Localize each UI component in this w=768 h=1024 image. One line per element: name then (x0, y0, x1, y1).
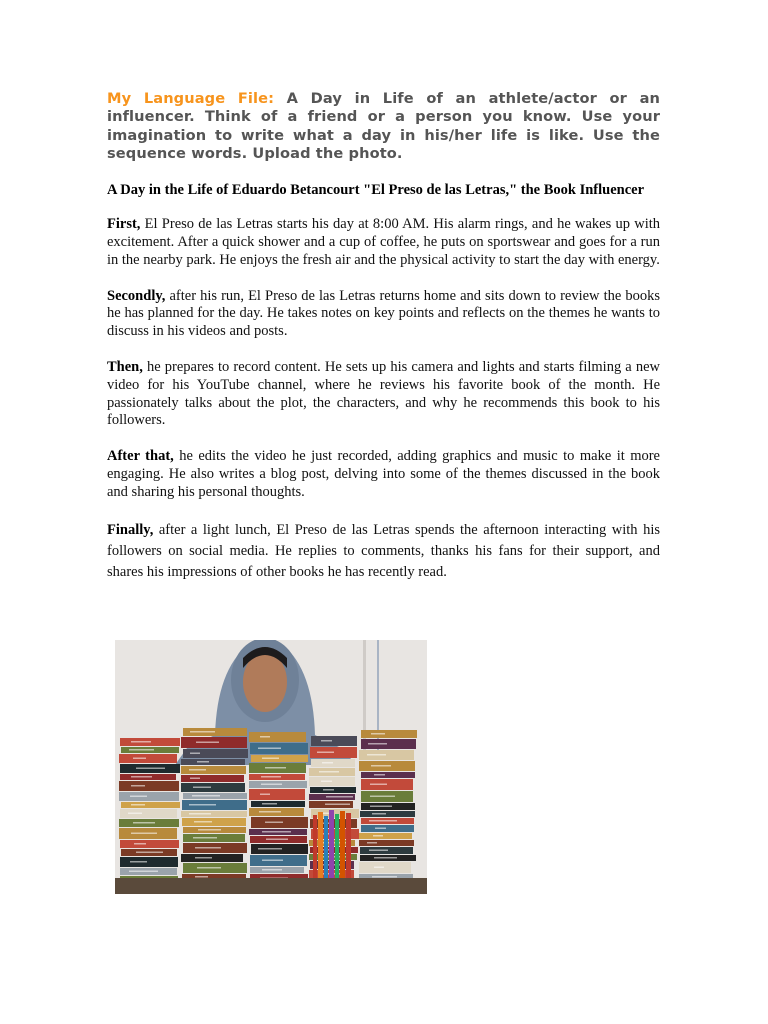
photo-book-title-mark (129, 871, 158, 873)
paragraph-after-that (107, 448, 660, 501)
photo-book-spine (182, 818, 246, 826)
photo-standing-book (324, 816, 328, 878)
photo-illustration (115, 640, 427, 894)
photo-book-title-mark (195, 857, 212, 859)
photo-book-title-mark (260, 736, 270, 738)
photo-book-spine (119, 792, 179, 801)
paragraph-then (107, 359, 660, 430)
photo-book-title-mark (192, 795, 220, 797)
photo-book-title-mark (130, 796, 147, 798)
paragraph-text: after his run, El Preso de las Letras returns home and sits down to review the books he has planned for the day. He takes notes on key points and reflects on the themes he wants to discuss in his videos and posts. (107, 287, 660, 340)
photo-book-spine (181, 783, 245, 792)
photo-book-title-mark (258, 748, 281, 750)
photo-book-spine (361, 772, 415, 778)
photo-book-title-mark (189, 804, 216, 806)
photo-book-title-mark (375, 828, 386, 830)
photo-book-title-mark (262, 758, 279, 760)
photo-book-title-mark (321, 740, 332, 742)
photo-book-spine (181, 759, 245, 765)
photo-book-title-mark (370, 806, 392, 808)
photo-book-title-mark (261, 784, 282, 786)
photo-book-title-mark (325, 804, 350, 806)
photo-book-title-mark (374, 867, 384, 869)
paragraph-text: after a light lunch, El Preso de las Letras spends the afternoon interacting with his followers on social media. He replies to comments, thanks his fans for their support, and shares his impressions of other books he has recently read. (107, 521, 660, 580)
paragraph-finally (107, 520, 660, 583)
photo-book-spine (311, 736, 357, 746)
photo-book-spine (120, 857, 178, 867)
photo-book-title-mark (371, 765, 391, 767)
photo-book-spine (119, 781, 179, 791)
photo-book-title-mark (319, 771, 339, 773)
photo-book-title-mark (261, 776, 281, 778)
photo-book-spine (250, 874, 308, 878)
photo-book-title-mark (130, 861, 147, 863)
photo-book-spine (120, 876, 178, 878)
influencer-photo (115, 640, 427, 894)
photo-book-title-mark (136, 852, 163, 854)
photo-book-title-mark (131, 741, 151, 743)
photo-book-title-mark (262, 860, 283, 862)
assignment-text: A Day in Life of an athlete/actor or an influencer. Think of a friend or a person you know. Use your imagination to write what a day in his/her life is like. Use the sequence words. Upload the photo. (107, 90, 661, 162)
photo-standing-book (335, 814, 339, 878)
photo-book-title-mark (259, 811, 281, 813)
photo-book-title-mark (265, 822, 283, 824)
photo-book-title-mark (131, 785, 145, 787)
photo-book-title-mark (369, 850, 388, 852)
photo-book-title-mark (133, 822, 155, 824)
photo-standing-book (318, 812, 323, 878)
photo-book-title-mark (370, 784, 387, 786)
paragraph-text: he prepares to record content. He sets up his camera and lights and starts filming a new video for his YouTube channel, where he reviews his favorite book of the month. He passionately talks about the plot, the characters, and why he recommends this book to his followers. (107, 358, 660, 429)
photo-book-title-mark (374, 857, 397, 859)
photo-book-spine (361, 825, 414, 832)
photo-book-title-mark (262, 831, 291, 833)
photo-book-title-mark (260, 794, 270, 796)
document-page (107, 90, 660, 601)
photo-book-title-mark (193, 787, 211, 789)
photo-book-title-mark (195, 876, 208, 878)
photo-book-title-mark (197, 761, 209, 763)
photo-book-spine (249, 789, 305, 800)
photo-book-spine (249, 732, 306, 742)
photo-book-spine (182, 874, 246, 878)
photo-book-spine (360, 811, 415, 817)
photo-standing-book (313, 815, 317, 878)
photo-book-title-mark (265, 767, 286, 769)
photo-book-title-mark (321, 781, 332, 783)
photo-book-title-mark (258, 848, 282, 850)
photo-book-title-mark (322, 762, 333, 764)
photo-book-title-mark (368, 743, 387, 745)
sequence-word: After that, (107, 448, 174, 465)
photo-book-spine (251, 801, 305, 807)
essay-title: A Day in the Life of Eduardo Betancourt "El Preso de las Letras," the Book Influencer (107, 182, 645, 199)
photo-book-title-mark (326, 796, 353, 798)
photo-book-title-mark (372, 876, 397, 878)
photo-book-title-mark (369, 820, 397, 822)
photo-book-spine (120, 840, 179, 848)
paragraph-first (107, 216, 660, 269)
photo-book-title-mark (371, 733, 385, 735)
photo-book-title-mark (133, 758, 146, 760)
photo-book-spine (251, 755, 308, 762)
photo-book-title-mark (128, 813, 142, 815)
photo-book-title-mark (197, 867, 221, 869)
photo-book-title-mark (262, 803, 277, 805)
photo-book-spine (119, 754, 177, 763)
photo-book-title-mark (131, 776, 152, 778)
photo-table (115, 878, 427, 894)
photo-book-title-mark (193, 837, 217, 839)
photo-book-title-mark (367, 842, 377, 844)
photo-book-title-mark (374, 774, 385, 776)
sequence-word: Then, (107, 358, 143, 375)
photo-book-title-mark (194, 821, 212, 823)
photo-book-spine (359, 862, 411, 873)
assignment-prompt (107, 90, 660, 163)
photo-standing-book (346, 813, 351, 878)
photo-book-title-mark (131, 804, 145, 806)
photo-book-title-mark (134, 843, 146, 845)
photo-book-spine (361, 730, 417, 738)
photo-book-title-mark (373, 835, 383, 837)
paragraph-secondly (107, 288, 660, 341)
photo-book-title-mark (190, 731, 215, 733)
photo-book-spine (121, 802, 180, 808)
photo-book-title-mark (195, 847, 221, 849)
assignment-label: My Language File: (107, 90, 275, 107)
photo-book-title-mark (129, 749, 154, 751)
photo-book-title-mark (266, 839, 288, 841)
photo-book-title-mark (370, 796, 395, 798)
photo-book-title-mark (198, 829, 221, 831)
sequence-word: Finally, (107, 521, 154, 538)
photo-standing-book (329, 810, 334, 878)
photo-book-title-mark (189, 769, 206, 771)
photo-book-title-mark (317, 752, 334, 754)
photo-book-title-mark (131, 833, 157, 835)
photo-book-title-mark (262, 869, 282, 871)
photo-book-title-mark (196, 742, 219, 744)
paragraph-text: El Preso de las Letras starts his day at 8:00 AM. His alarm rings, and he wakes up with excitement. After a quick shower and a cup of coffee, he puts on sportswear and goes for a run in the nearby park. He enjoys the fresh air and the physical activity to start the day with energy. (107, 216, 660, 268)
sequence-word: Secondly, (107, 287, 166, 304)
sequence-word: First, (107, 216, 141, 233)
photo-book-title-mark (367, 754, 386, 756)
photo-book-title-mark (189, 813, 211, 815)
photo-book-title-mark (190, 778, 200, 780)
photo-book-title-mark (136, 768, 165, 770)
photo-book-spine (359, 833, 412, 839)
photo-book-title-mark (372, 813, 386, 815)
paragraph-text: he edits the video he just recorded, adding graphics and music to make it more engaging. He also writes a blog post, delving into some of the themes discussed in the book and sharing his personal thoughts. (107, 448, 660, 500)
photo-standing-book (340, 811, 345, 878)
photo-book-title-mark (190, 753, 200, 755)
photo-book-title-mark (323, 789, 334, 791)
